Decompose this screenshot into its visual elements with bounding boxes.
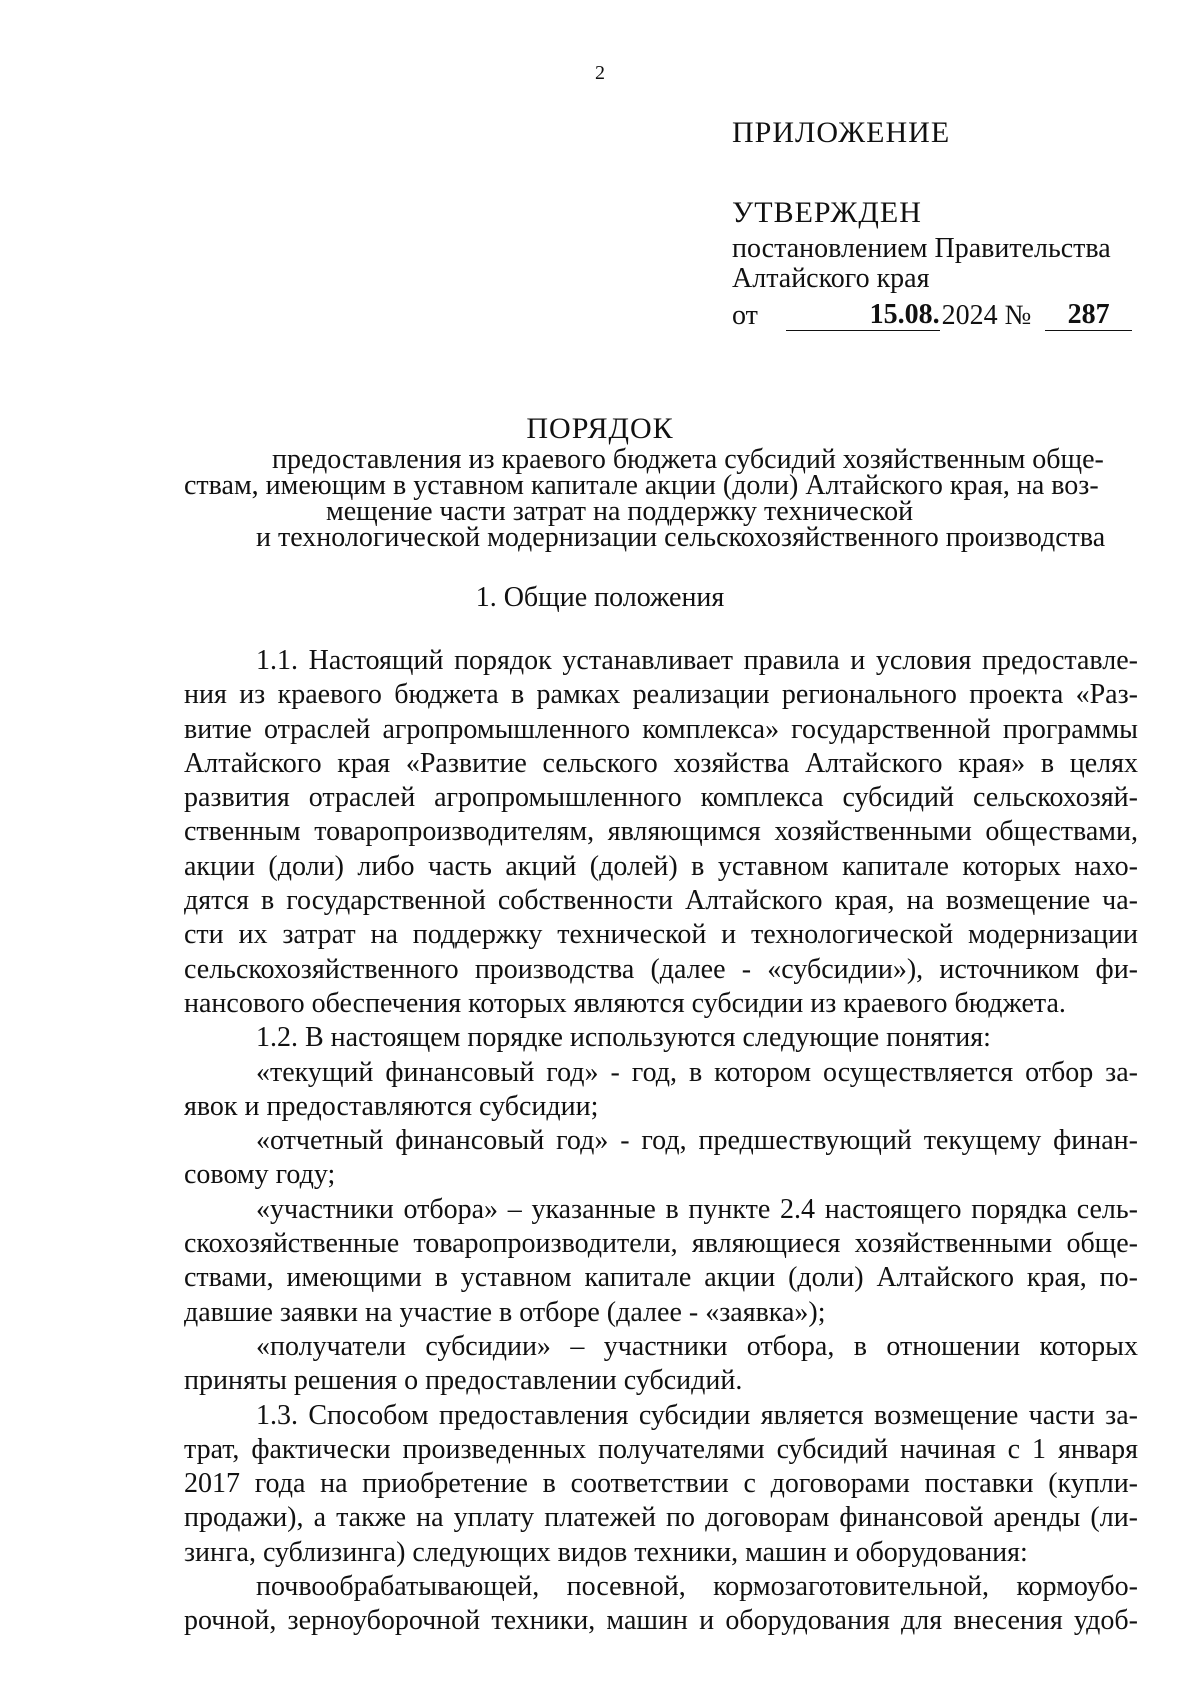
paragraph-line: развития отраслей агропромышленного комплекса субсидий сельскохозяй-	[184, 782, 1138, 814]
approval-block	[732, 118, 1132, 331]
paragraph-line: скохозяйственные товаропроизводители, являющиеся хозяйственными обще-	[184, 1228, 1138, 1260]
paragraph-line: нансового обеспечения которых являются субсидии из краевого бюджета.	[184, 987, 1066, 1019]
paragraph-line: явок и предоставляются субсидии;	[184, 1090, 599, 1122]
approved-by-line: постановлением Правительства	[732, 233, 1111, 264]
paragraph-line: 1.2. В настоящем порядке используются следующие понятия:	[256, 1022, 991, 1054]
paragraph-line: ствами, имеющими в уставном капитале акции (доли) Алтайского края, по-	[184, 1262, 1138, 1294]
paragraph-line: рочной, зерноуборочной техники, машин и оборудования для внесения удоб-	[184, 1605, 1138, 1637]
paragraph-line: «участники отбора» – указанные в пункте 2.4 настоящего порядка сель-	[256, 1193, 1138, 1225]
approved-by-line: Алтайского края	[732, 263, 930, 294]
paragraph-line: продажи), а также на уплату платежей по договорам финансовой аренды (ли-	[184, 1502, 1138, 1534]
paragraph-line: трат, фактически произведенных получателями субсидий начиная с 1 января	[184, 1433, 1138, 1465]
paragraph-line: 1.1. Настоящий порядок устанавливает правила и условия предоставле-	[256, 645, 1138, 676]
appendix-label: ПРИЛОЖЕНИЕ	[732, 116, 951, 149]
paragraph-line: совому году;	[184, 1159, 336, 1191]
resolution-year: 2024 №	[941, 300, 1032, 331]
paragraph-line: сельскохозяйственного производства (далее - «субсидии»), источником фи-	[184, 953, 1138, 985]
section-heading: 1. Общие положения	[475, 582, 725, 613]
document-title: ПОРЯДОК	[526, 412, 674, 445]
approved-label: УТВЕРЖДЕН	[732, 196, 922, 229]
paragraph-line: «отчетный финансовый год» - год, предшествующий текущему финан-	[256, 1125, 1138, 1157]
paragraph-line: ственным товаропроизводителям, являющимся хозяйственными обществами,	[184, 816, 1138, 848]
paragraph-line: витие отраслей агропромышленного комплекса» государственной программы	[184, 713, 1138, 745]
paragraph-line: почвообрабатывающей, посевной, кормозаготовительной, кормоубо-	[256, 1571, 1138, 1603]
subtitle-line: предоставления из краевого бюджета субсидий хозяйственным обще-	[272, 444, 1104, 475]
paragraph-line: сти их затрат на поддержку технической и технологической модернизации	[184, 919, 1138, 951]
paragraph-line: приняты решения о предоставлении субсидий.	[184, 1365, 743, 1397]
paragraph-line: «текущий финансовый год» - год, в котором осуществляется отбор за-	[256, 1056, 1138, 1088]
paragraph-line: дятся в государственной собственности Алтайского края, на возмещение ча-	[184, 885, 1138, 917]
paragraph-line: акции (доли) либо часть акций (долей) в уставном капитале которых нахо-	[184, 850, 1138, 882]
resolution-number: 287	[1045, 300, 1132, 331]
paragraph-line: Алтайского края «Развитие сельского хозяйства Алтайского края» в целях	[184, 747, 1138, 779]
page-number: 2	[595, 62, 605, 84]
date-prefix: от	[732, 300, 758, 331]
resolution-date-row	[732, 300, 1132, 331]
subtitle-line: ствам, имеющим в уставном капитале акции (доли) Алтайского края, на воз-	[184, 470, 1099, 501]
paragraph-line: ния из краевого бюджета в рамках реализации регионального проекта «Раз-	[184, 679, 1138, 711]
paragraph-line: 1.3. Способом предоставления субсидии является возмещение части за-	[256, 1399, 1138, 1431]
subtitle-line: и технологической модернизации сельскохозяйственного производства	[256, 522, 1106, 553]
body-text	[184, 644, 1138, 1639]
subtitle-line: мещение части затрат на поддержку технической	[326, 496, 914, 527]
resolution-date: 15.08.	[786, 300, 940, 331]
paragraph-line: давшие заявки на участие в отборе (далее - «заявка»);	[184, 1296, 826, 1328]
paragraph-line: зинга, сублизинга) следующих видов техники, машин и оборудования:	[184, 1536, 1028, 1568]
paragraph-line: «получатели субсидии» – участники отбора, в отношении которых	[256, 1330, 1138, 1362]
paragraph-line: 2017 года на приобретение в соответствии с договорами поставки (купли-	[184, 1468, 1138, 1500]
